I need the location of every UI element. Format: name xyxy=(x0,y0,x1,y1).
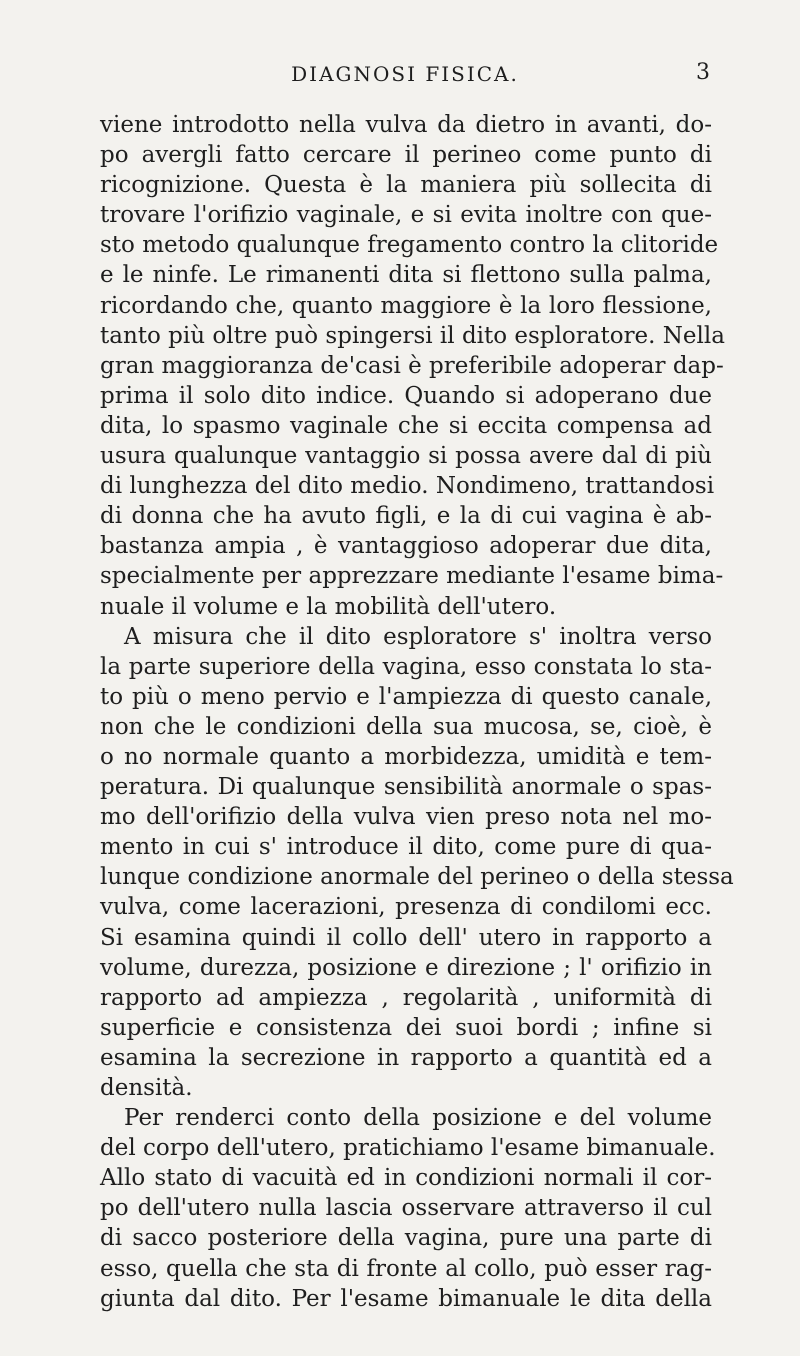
text-line: superficie e consistenza dei suoi bordi ; infine si xyxy=(100,1014,712,1041)
page-number: 3 xyxy=(696,60,710,85)
text-line: esamina la secrezione in rapporto a quantità ed a xyxy=(100,1044,712,1071)
text-line: vulva, come lacerazioni, presenza di condilomi ecc. xyxy=(100,894,712,921)
text-line: lunque condizione anormale del perineo o della stessa xyxy=(100,864,734,891)
text-line: del corpo dell'utero, pratichiamo l'esame bimanuale. xyxy=(100,1135,716,1162)
text-line: sto metodo qualunque fregamento contro la clitoride xyxy=(100,232,719,259)
text-line: mo dell'orifizio della vulva vien preso nota nel mo- xyxy=(100,804,712,831)
text-line: usura qualunque vantaggio si possa avere dal di più xyxy=(100,443,712,470)
text-line: prima il solo dito indice. Quando si adoperano due xyxy=(100,382,712,409)
text-line: tanto più oltre può spingersi il dito esploratore. Nella xyxy=(100,322,725,349)
text-line: po dell'utero nulla lascia osservare attraverso il cul xyxy=(100,1195,712,1222)
text-line: esso, quella che sta di fronte al collo, può esser rag- xyxy=(100,1255,712,1282)
text-line: trovare l'orifizio vaginale, e si evita inoltre con que- xyxy=(100,202,712,229)
paragraph xyxy=(100,110,725,622)
text-line: non che le condizioni della sua mucosa, se, cioè, è xyxy=(100,713,712,740)
text-line: di lunghezza del dito medio. Nondimeno, trattandosi xyxy=(100,473,715,500)
text-line: bastanza ampia , è vantaggioso adoperar due dita, xyxy=(100,533,712,560)
text-line: viene introdotto nella vulva da dietro in avanti, do- xyxy=(100,112,712,138)
text-line: to più o meno pervio e l'ampiezza di questo canale, xyxy=(100,683,712,710)
text-line: gran maggioranza de'casi è preferibile adoperar dap- xyxy=(100,352,724,379)
body-text xyxy=(100,110,734,1314)
text-line: dita, lo spasmo vaginale che si eccita compensa ad xyxy=(100,412,712,439)
text-line: po avergli fatto cercare il perineo come punto di xyxy=(100,142,712,169)
text-line: rapporto ad ampiezza , regolarità , uniformità di xyxy=(100,984,712,1011)
text-line: Per renderci conto della posizione e del volume xyxy=(124,1105,712,1132)
text-line: o no normale quanto a morbidezza, umidità e tem- xyxy=(100,743,712,770)
paragraph xyxy=(100,1103,716,1314)
running-title: DIAGNOSI FISICA. xyxy=(291,62,519,86)
text-line: A misura che il dito esploratore s' inoltra verso xyxy=(124,623,712,650)
text-line: Allo stato di vacuità ed in condizioni normali il cor- xyxy=(100,1165,712,1192)
text-line: ricordando che, quanto maggiore è la loro flessione, xyxy=(100,292,712,319)
text-line: densità. xyxy=(100,1075,193,1101)
text-line: e le ninfe. Le rimanenti dita si flettono sulla palma, xyxy=(100,262,712,289)
text-line: mento in cui s' introduce il dito, come pure di qua- xyxy=(100,834,712,861)
text-line: di donna che ha avuto figli, e la di cui vagina è ab- xyxy=(100,503,712,530)
text-line: Si esamina quindi il collo dell' utero in rapporto a xyxy=(100,924,712,951)
paragraph xyxy=(100,622,734,1104)
text-line: peratura. Di qualunque sensibilità anormale o spas- xyxy=(100,774,712,801)
text-line: nuale il volume e la mobilità dell'utero. xyxy=(100,593,557,620)
text-line: specialmente per apprezzare mediante l'esame bima- xyxy=(100,563,724,590)
text-line: giunta dal dito. Per l'esame bimanuale le dita della xyxy=(100,1285,712,1312)
running-head xyxy=(100,56,710,92)
text-line: la parte superiore della vagina, esso constata lo sta- xyxy=(100,653,712,680)
text-line: di sacco posteriore della vagina, pure una parte di xyxy=(100,1225,712,1252)
text-line: volume, durezza, posizione e direzione ; l' orifizio in xyxy=(100,954,712,981)
text-line: ricognizione. Questa è la maniera più sollecita di xyxy=(100,172,712,199)
